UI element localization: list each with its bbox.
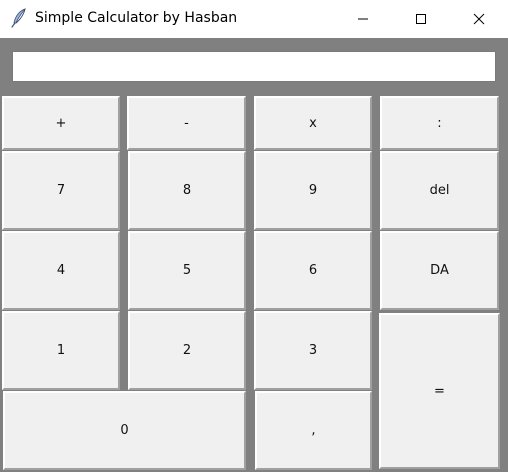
digit-0-button[interactable]: 0 (3, 391, 246, 470)
digit-1-button[interactable]: 1 (2, 311, 120, 390)
minimize-button[interactable] (340, 0, 386, 38)
digit-6-button[interactable]: 6 (254, 231, 372, 310)
digit-4-button[interactable]: 4 (2, 231, 120, 310)
multiply-button[interactable]: x (254, 96, 372, 150)
digit-5-button[interactable]: 5 (128, 231, 246, 310)
maximize-button[interactable] (398, 0, 444, 38)
minimize-icon (357, 13, 369, 25)
maximize-icon (415, 13, 427, 25)
digit-2-button[interactable]: 2 (128, 311, 246, 390)
window-title: Simple Calculator by Hasban (35, 10, 238, 26)
minus-button[interactable]: - (127, 96, 246, 150)
calculator-body (0, 38, 508, 472)
display-input[interactable] (12, 51, 496, 82)
equals-button[interactable]: = (379, 313, 500, 469)
close-button[interactable] (456, 0, 502, 38)
digit-9-button[interactable]: 9 (254, 151, 372, 230)
comma-button[interactable]: , (255, 391, 372, 470)
digit-3-button[interactable]: 3 (254, 311, 372, 390)
delete-button[interactable]: del (380, 151, 499, 230)
close-icon (473, 13, 485, 25)
title-bar (0, 0, 508, 38)
feather-app-icon (10, 8, 28, 28)
digit-7-button[interactable]: 7 (2, 151, 120, 230)
divide-button[interactable]: : (380, 96, 499, 150)
clear-all-button[interactable]: DA (380, 231, 499, 310)
digit-8-button[interactable]: 8 (128, 151, 246, 230)
plus-button[interactable]: + (2, 96, 120, 150)
